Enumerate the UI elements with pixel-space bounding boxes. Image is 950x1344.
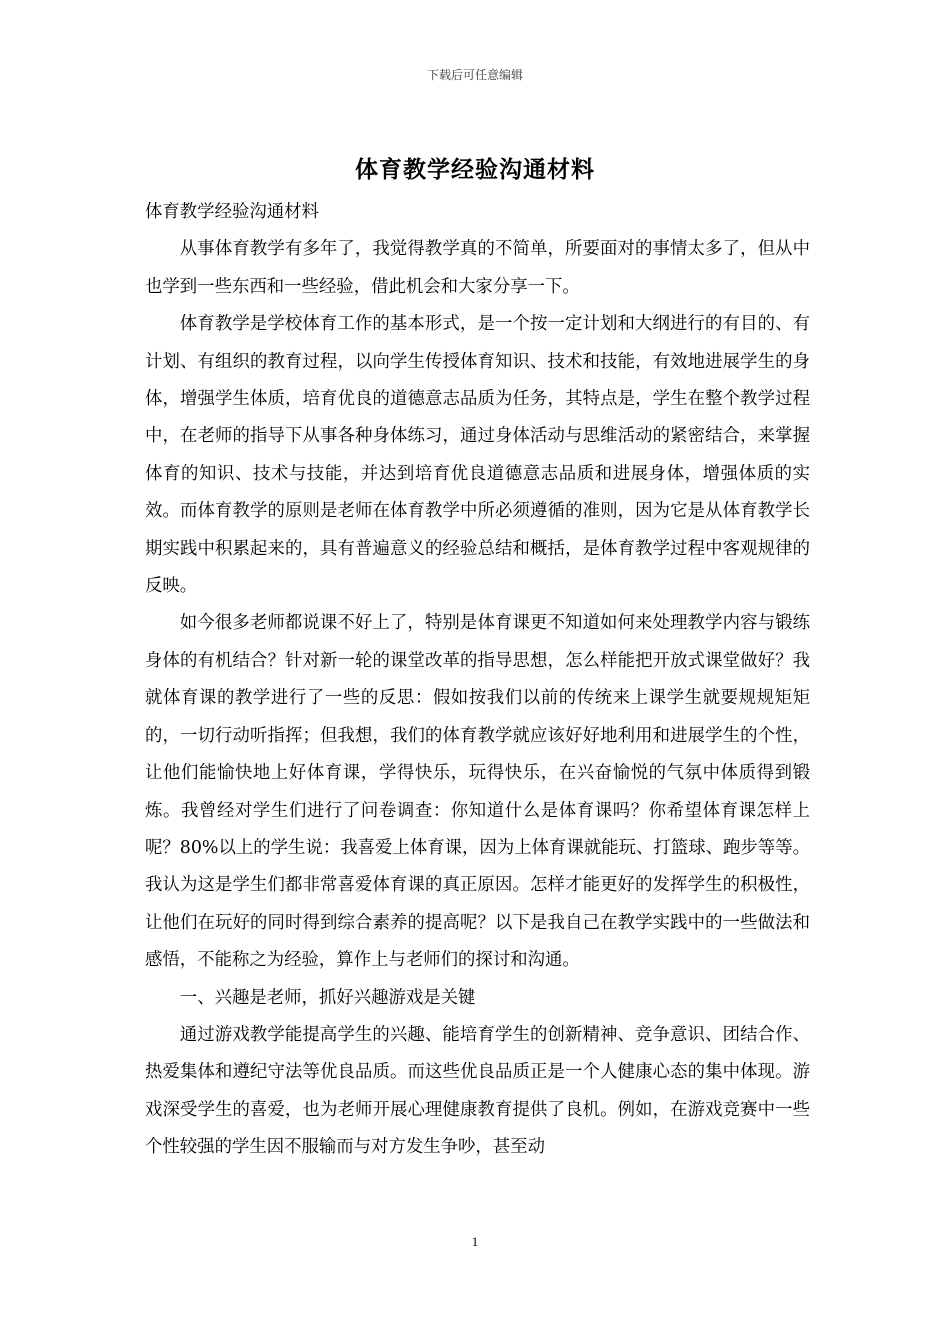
document-body xyxy=(145,194,810,1167)
document-subtitle: 体育教学经验沟通材料 xyxy=(145,202,319,222)
paragraph-definition: 体育教学是学校体育工作的基本形式，是一个按一定计划和大纲进行的有目的、有计划、有组织的教育过程，以向学生传授体育知识、技术和技能，有效地进展学生的身体，增强学生体质，培育优良的道德意志品质为任务，其特点是，学生在整个教学过程中，在老师的指导下从事各种身体练习，通过身体活动与思维活动的紧密结合，来掌握体育的知识、技术与技能，并达到培育优良道德意志品质和进展身体，增强体质的实效。而体育教学的原则是老师在体育教学中所必须遵循的准则，因为它是从体育教学长期实践中积累起来的，具有普遍意义的经验总结和概括，是体育教学过程中客观规律的反映。 xyxy=(145,314,810,597)
page-header: 下载后可任意编辑 xyxy=(426,68,523,82)
paragraph-intro: 从事体育教学有多年了，我觉得教学真的不简单，所要面对的事情太多了，但从中也学到一些东西和一些经验，借此机会和大家分享一下。 xyxy=(145,239,810,297)
paragraph-games: 通过游戏教学能提高学生的兴趣、能培育学生的创新精神、竞争意识、团结合作、热爱集体和遵纪守法等优良品质。而这些优良品质正是一个人健康心态的集中体现。游戏深受学生的喜爱，也为老师开展心理健康教育提供了良机。例如，在游戏竞赛中一些个性较强的学生因不服输而与对方发生争吵，甚至动 xyxy=(145,1024,810,1158)
paragraph-reflection: 如今很多老师都说课不好上了，特别是体育课更不知道如何来处理教学内容与锻练身体的有机结合？针对新一轮的课堂改革的指导思想，怎么样能把开放式课堂做好？我就体育课的教学进行了一些的反思：假如按我们以前的传统来上课学生就要规规矩矩的，一切行动听指挥；但我想，我们的体育教学就应该好好地利用和进展学生的个性，让他们能愉快地上好体育课，学得快乐，玩得快乐，在兴奋愉悦的气氛中体质得到锻炼。我曾经对学生们进行了问卷调查：你知道什么是体育课吗？你希望体育课怎样上呢？80%以上的学生说：我喜爱上体育课，因为上体育课就能玩、打篮球、跑步等等。我认为这是学生们都非常喜爱体育课的真正原因。怎样才能更好的发挥学生的积极性，让他们在玩好的同时得到综合素养的提高呢？以下是我自己在教学实践中的一些做法和感悟，不能称之为经验，算作上与老师们的探讨和沟通。 xyxy=(145,613,810,971)
document-title: 体育教学经验沟通材料 xyxy=(355,156,595,183)
section-heading-interest: 一、兴趣是老师，抓好兴趣游戏是关键 xyxy=(179,987,476,1008)
page-number: 1 xyxy=(471,1234,479,1249)
